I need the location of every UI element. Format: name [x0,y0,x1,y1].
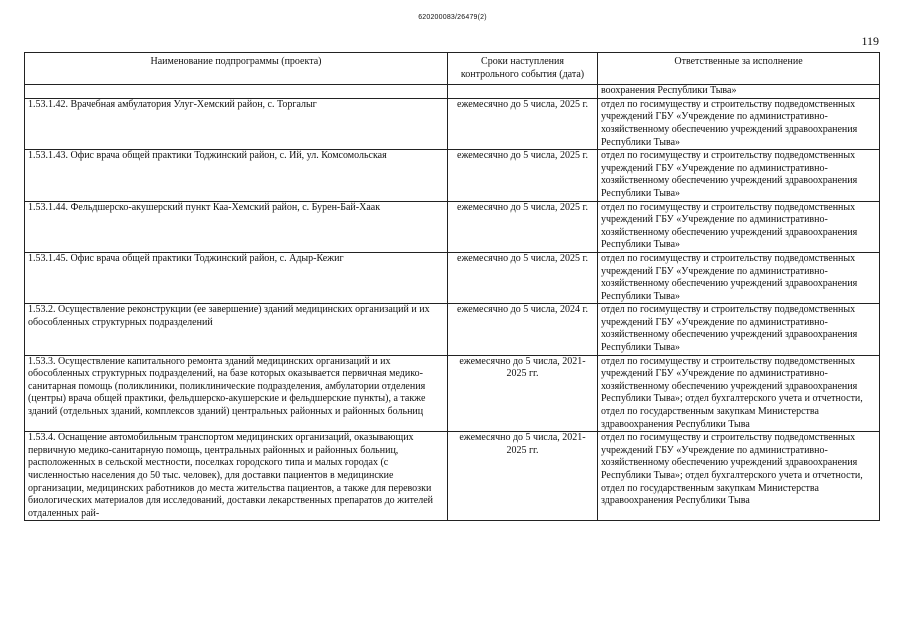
cell-responsible: отдел по госимуществу и строительству подведомственных учреждений ГБУ «Учреждение по административно-хозяйственному обеспечению учреждений здравоохранения Республики Тыва» [598,98,880,149]
table-row [25,355,880,432]
table-row [25,304,880,355]
cell-term: ежемесячно до 5 числа, 2021-2025 гг. [448,355,598,432]
cell-responsible: отдел по госимуществу и строительству подведомственных учреждений ГБУ «Учреждение по административно-хозяйственному обеспечению учреждений здравоохранения Республики Тыва» [598,304,880,355]
cell-responsible: отдел по госимуществу и строительству подведомственных учреждений ГБУ «Учреждение по административно-хозяйственному обеспечению учреждений здравоохранения Республики Тыва» [598,252,880,303]
cell-empty [25,85,448,99]
cell-name: 1.53.2. Осуществление реконструкции (ее завершение) зданий медицинских организаций и их обособленных структурных подразделений [25,304,448,355]
schedule-table [24,52,880,521]
table-row [25,201,880,252]
header-term: Сроки наступления контрольного события (дата) [448,53,598,85]
header-responsible: Ответственные за исполнение [598,53,880,85]
cell-name: 1.53.4. Оснащение автомобильным транспортом медицинских организаций, оказывающих первичную медико-санитарную помощь, центральных районных и районных больниц, расположенных в сельской местности, поселках городского типа и малых городах (с численностью населения до 50 тыс. человек), для доставки пациентов в медицинские организации, медицинских работников до места жительства пациентов, а также для перевозки биологических материалов для исследований, доставки лекарственных препаратов до жителей отдаленных рай- [25,432,448,521]
cell-empty [448,85,598,99]
cell-name: 1.53.1.45. Офис врача общей практики Тоджинский район, с. Адыр-Кежиг [25,252,448,303]
header-name: Наименование подпрограммы (проекта) [25,53,448,85]
cell-name: 1.53.1.42. Врачебная амбулатория Улуг-Хемский район, с. Торгалыг [25,98,448,149]
cell-term: ежемесячно до 5 числа, 2025 г. [448,98,598,149]
page-number: 119 [861,34,879,48]
cell-name: 1.53.1.43. Офис врача общей практики Тоджинский район, с. Ий, ул. Комсомольская [25,150,448,201]
cell-responsible: отдел по госимуществу и строительству подведомственных учреждений ГБУ «Учреждение по административно-хозяйственному обеспечению учреждений здравоохранения Республики Тыва»; отдел бухгалтерского учета и отчетности, отдел по государственным закупкам Министерства здравоохранения Республики Тыва [598,432,880,521]
table-row [25,150,880,201]
cell-responsible: отдел по госимуществу и строительству подведомственных учреждений ГБУ «Учреждение по административно-хозяйственному обеспечению учреждений здравоохранения Республики Тыва» [598,201,880,252]
document-id: 620200083/26479(2) [418,14,487,21]
cell-responsible: отдел по госимуществу и строительству подведомственных учреждений ГБУ «Учреждение по административно-хозяйственному обеспечению учреждений здравоохранения Республики Тыва» [598,150,880,201]
cell-term: ежемесячно до 5 числа, 2021-2025 гг. [448,432,598,521]
table-header-row [25,53,880,85]
cell-continuation: воохранения Республики Тыва» [598,85,880,99]
cell-name: 1.53.3. Осуществление капитального ремонта зданий медицинских организаций и их обособленных структурных подразделений, на базе которых оказывается первичная медико-санитарная помощь (поликлиники, поликлинические подразделения, амбулатории отделения (центры) врача общей практики, фельдшерско-акушерские и фельдшерские пункты), а также зданий (отдельных зданий, комплексов зданий) центральных районных и районных больниц [25,355,448,432]
cell-term: ежемесячно до 5 числа, 2025 г. [448,252,598,303]
cell-term: ежемесячно до 5 числа, 2024 г. [448,304,598,355]
cell-term: ежемесячно до 5 числа, 2025 г. [448,150,598,201]
cell-responsible: отдел по госимуществу и строительству подведомственных учреждений ГБУ «Учреждение по административно-хозяйственному обеспечению учреждений здравоохранения Республики Тыва»; отдел бухгалтерского учета и отчетности, отдел по государственным закупкам Министерства здравоохранения Республики Тыва [598,355,880,432]
cell-term: ежемесячно до 5 числа, 2025 г. [448,201,598,252]
cell-name: 1.53.1.44. Фельдшерско-акушерский пункт Каа-Хемский район, с. Бурен-Бай-Хаак [25,201,448,252]
table-row [25,432,880,521]
table-row [25,98,880,149]
table-row-continuation [25,85,880,99]
table-row [25,252,880,303]
